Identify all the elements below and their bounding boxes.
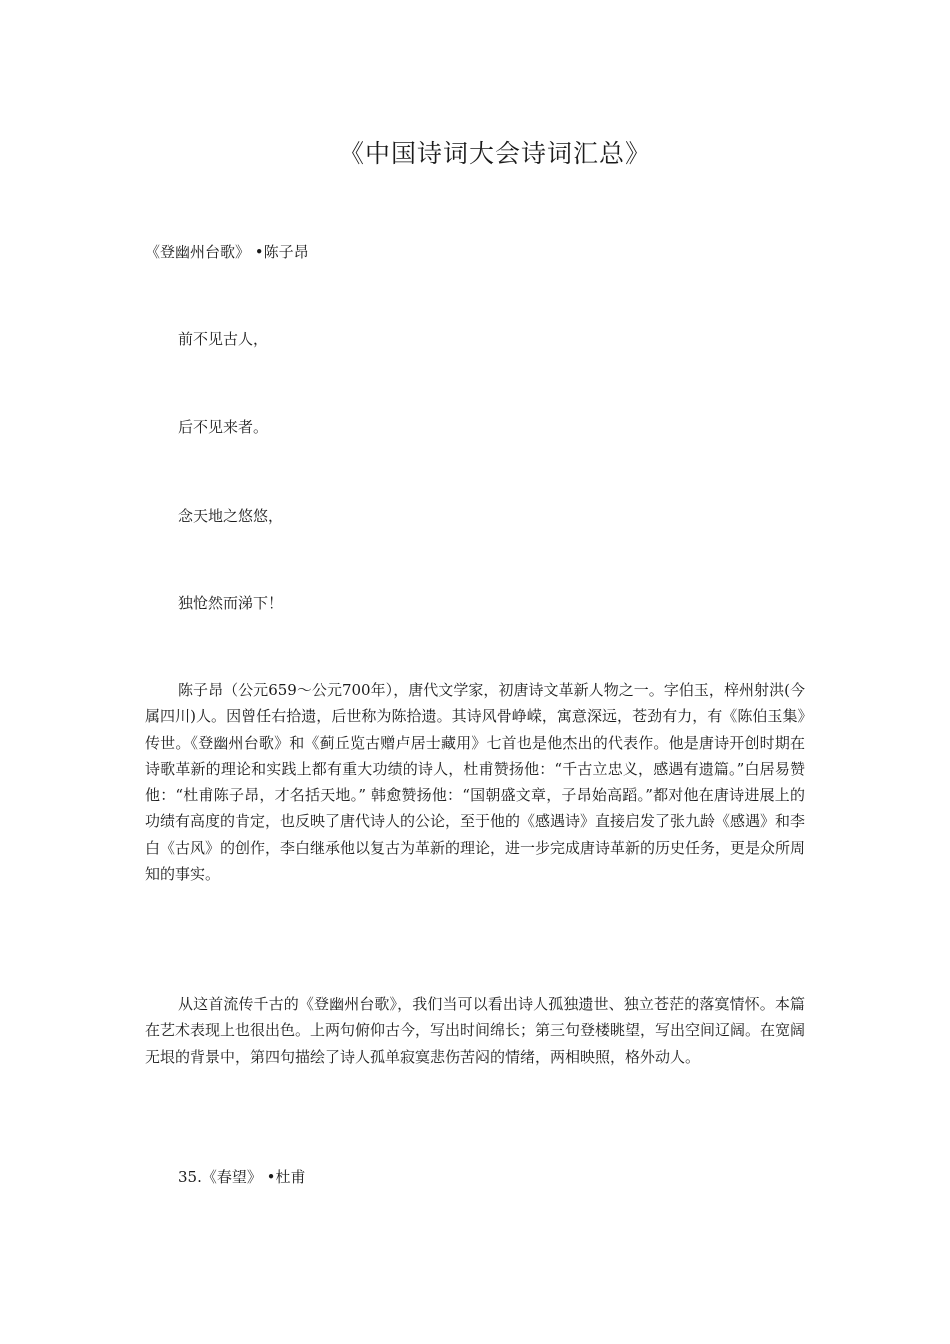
poem-heading-chun-wang: 35.《春望》 •杜甫 [178, 1168, 306, 1186]
poem-analysis-paragraph: 从这首流传千古的《登幽州台歌》，我们当可以看出诗人孤独遗世、独立苍茫的落寞情怀。本篇在艺术表现上也很出色。上两句俯仰古今，写出时间绵长；第三句登楼眺望，写出空间辽阔。在宽阔无垠的背景中，第四句描绘了诗人孤单寂寞悲伤苦闷的情绪，两相映照，格外动人。 [145, 995, 806, 1066]
poem-line: 念天地之悠悠， [178, 507, 284, 525]
poem-line: 独怆然而涕下！ [178, 594, 284, 612]
poem-line: 后不见来者。 [178, 418, 269, 436]
page-title: 《中国诗词大会诗词汇总》 [338, 139, 651, 168]
author-bio-paragraph: 陈子昂（公元659～公元700年），唐代文学家，初唐诗文革新人物之一。字伯玉，梓州射洪(今属四川)人。因曾任右拾遗，后世称为陈拾遗。其诗风骨峥嵘，寓意深远，苍劲有力，有《陈伯玉集》传世。《登幽州台歌》和《蓟丘览古赠卢居士藏用》七首也是他杰出的代表作。他是唐诗开创时期在诗歌革新的理论和实践上都有重大功绩的诗人，杜甫赞扬他：“千古立忠义，感遇有遗篇。”白居易赞他：“杜甫陈子昂，才名括天地。” 韩愈赞扬他：“国朝盛文章，子昂始高蹈。”都对他在唐诗进展上的功绩有高度的肯定，也反映了唐代诗人的公论，至于他的《感遇诗》直接启发了张九龄《感遇》和李白《古风》的创作，李白继承他以复古为革新的理论，进一步完成唐诗革新的历史任务，更是众所周知的事实。 [145, 681, 806, 884]
poem-line: 前不见古人， [178, 330, 269, 348]
poem-heading-deng-you-zhou-tai-ge: 《登幽州台歌》 •陈子昂 [145, 243, 309, 261]
